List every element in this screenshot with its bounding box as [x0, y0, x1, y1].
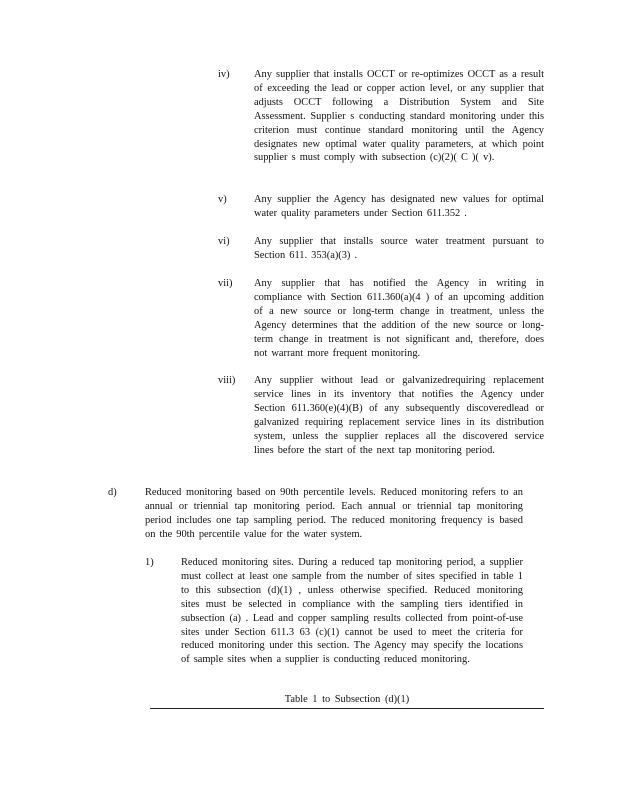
- item-text: Any supplier that installs source water treatment pursuant to Section 611. 353(a)(3) .: [254, 236, 544, 261]
- item-text: Any supplier that installs OCCT or re-optimizes OCCT as a result of exceeding the lead or copper action level, or any supplier that adjusts OCCT following a Distribution System and Site Assessment. Supplier s conducting standard monitoring under this criterion must continue standard monitoring until the Agency designates new optimal water quality parameters, at which point supplier s must comply with subsection (c)(2)( C )( v).: [254, 69, 544, 164]
- item-text: Any supplier without lead or galvanizedrequiring replacement service lines in its inventory that notifies the Agency under Section 611.360(e)(4)(B) of any subsequently discoveredlead or galvanized requiring replacement service lines in its distribution system, unless the supplier replaces all the discovered service lines before the start of the next tap monitoring period.: [254, 375, 544, 456]
- item-marker: d): [108, 487, 117, 498]
- item-text: Any supplier the Agency has designated new values for optimal water quality parameters under Section 611.352 .: [254, 194, 544, 219]
- item-marker: vi): [218, 236, 230, 247]
- item-marker: vii): [218, 278, 233, 289]
- item-text: Reduced monitoring based on 90th percentile levels. Reduced monitoring refers to an annual or triennial tap monitoring period. Each annual or triennial tap monitoring period includes one tap sampling period. The reduced monitoring frequency is based on the 90th percentile value for the water system.: [145, 487, 523, 540]
- table-top-rule: [150, 708, 544, 709]
- item-marker: viii): [218, 375, 236, 386]
- item-marker: iv): [218, 69, 230, 80]
- item-marker: v): [218, 194, 227, 205]
- item-text: Reduced monitoring sites. During a reduced tap monitoring period, a supplier must collect at least one sample from the number of sites specified in table 1 to this subsection (d)(1) , unless otherwise specified. Reduced monitoring sites must be selected in compliance with the sampling tiers identified in subsection (a) . Lead and copper sampling results collected from point-of-use sites under Section 611.3 63 (c)(1) cannot be used to meet the criteria for reduced monitoring under this section. The Agency may specify the locations of sample sites when a supplier is conducting reduced monitoring.: [181, 557, 523, 666]
- item-text: Any supplier that has notified the Agency in writing in compliance with Section 611.360(a)(4 ) of an upcoming addition of a new source or long-term change in treatment, unless the Agency determines that the addition of the new source or long-term change in treatment is not significant and, therefore, does not warrant more frequent monitoring.: [254, 278, 544, 359]
- table-caption: Table 1 to Subsection (d)(1): [284, 694, 410, 705]
- item-marker: 1): [145, 557, 154, 568]
